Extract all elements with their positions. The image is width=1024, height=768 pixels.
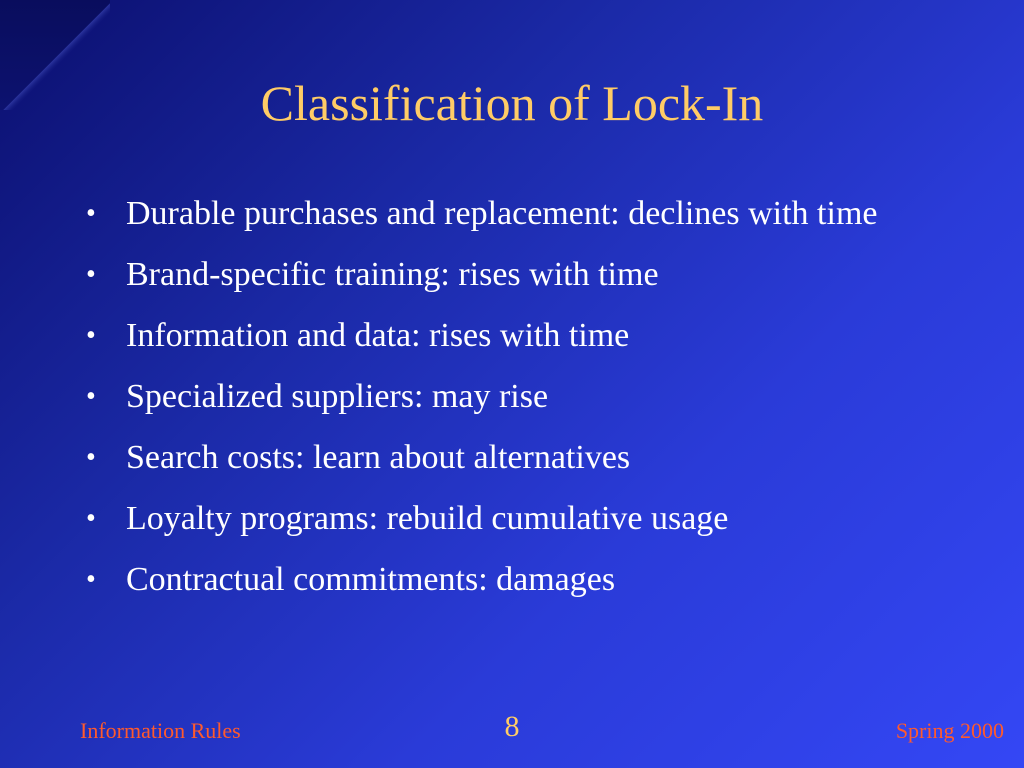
bullet-item <box>86 312 946 360</box>
page-number: 8 <box>504 710 520 743</box>
bullet-icon: • <box>86 503 96 534</box>
bullet-text: Brand-specific training: rises with time <box>126 256 659 293</box>
bullet-icon: • <box>86 198 96 229</box>
bullet-text: Information and data: rises with time <box>126 317 630 354</box>
bullet-icon: • <box>86 259 96 290</box>
bullet-text: Search costs: learn about alternatives <box>126 439 631 476</box>
slide-title: Classification of Lock-In <box>260 75 764 131</box>
bullet-icon: • <box>86 320 96 351</box>
bullet-item <box>86 190 946 238</box>
footer-term: Spring 2000 <box>895 718 1004 743</box>
bullet-text: Specialized suppliers: may rise <box>126 378 549 415</box>
bullet-icon: • <box>86 381 96 412</box>
bullet-item <box>86 251 946 299</box>
bullet-item <box>86 556 946 604</box>
bullet-text: Durable purchases and replacement: declines with time <box>126 195 878 232</box>
bullet-item <box>86 434 946 482</box>
slide-footer <box>0 710 1024 750</box>
bullet-text: Contractual commitments: damages <box>126 561 616 598</box>
bullet-item <box>86 373 946 421</box>
bullet-icon: • <box>86 564 96 595</box>
bullet-list <box>86 190 946 617</box>
footer-course-title: Information Rules <box>80 718 241 743</box>
bullet-text: Loyalty programs: rebuild cumulative usage <box>126 500 729 537</box>
bullet-item <box>86 495 946 543</box>
bullet-icon: • <box>86 442 96 473</box>
